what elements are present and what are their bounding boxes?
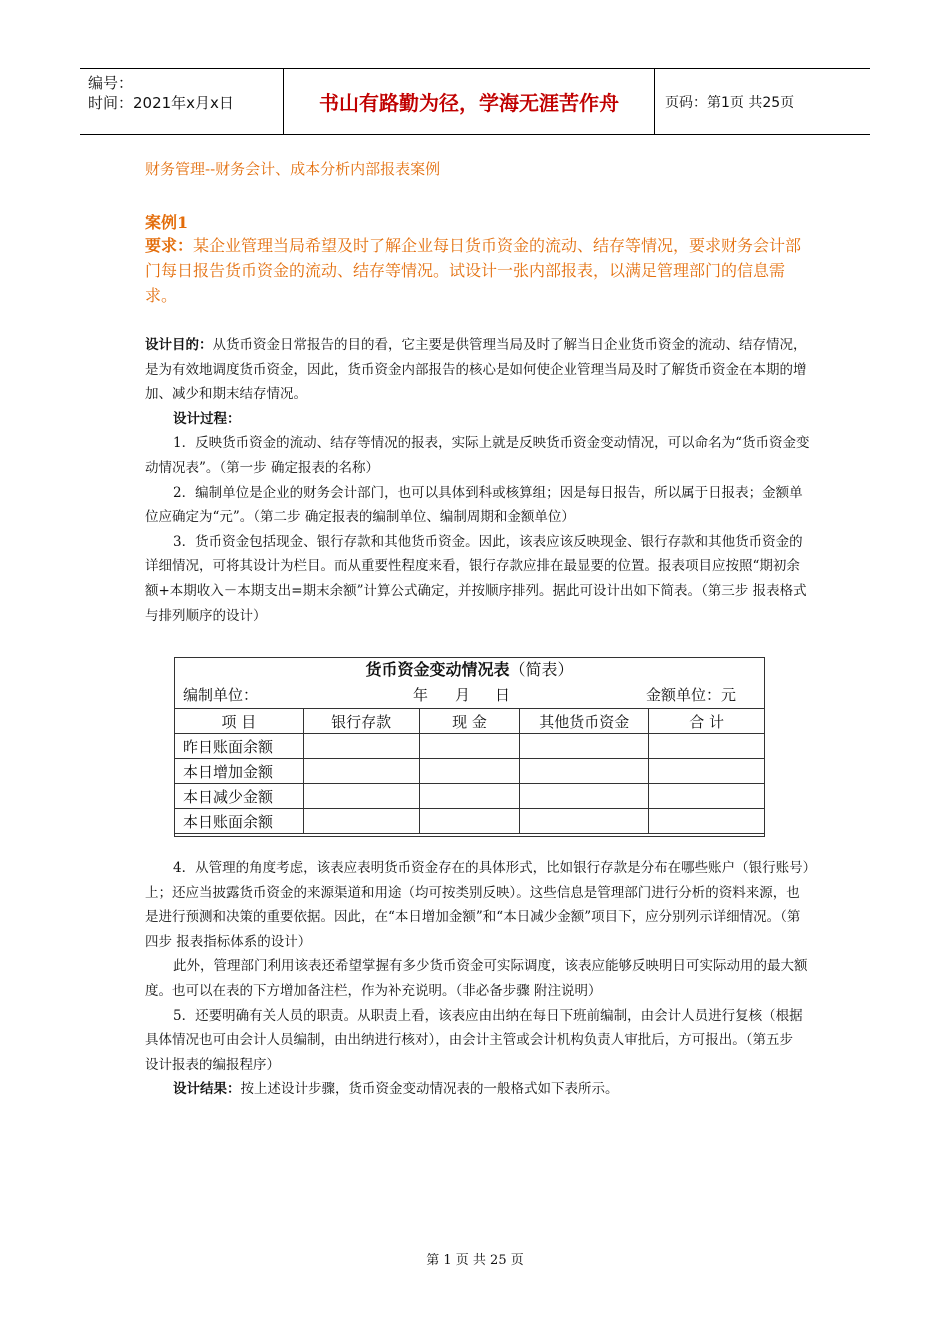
table-cell: [303, 734, 419, 759]
page-header: [80, 68, 870, 135]
column-header: 银行存款: [303, 709, 419, 734]
case-title: 案例1: [145, 213, 189, 232]
step-paragraph: 4．从管理的角度考虑，该表应表明货币资金存在的具体形式，比如银行存款是分布在哪些账户（银行账号）上；还应当披露货币资金的来源渠道和用途（均可按类别反映）。这些信息是管理部门进行分析的资料来源，也是进行预测和决策的重要依据。因此，在“本日增加金额”和“本日减少金额”项目下，应分别列示详细情况。（第四步 报表指标体系的设计）: [145, 860, 810, 950]
table-cell: [649, 809, 765, 834]
result-label: 设计结果：: [173, 1081, 241, 1098]
table-date-month: 月: [455, 686, 471, 704]
result-text: 按上述设计步骤，货币资金变动情况表的一般格式如下表所示。: [240, 1081, 619, 1098]
table-date-day: 日: [495, 686, 511, 704]
table-row: [175, 784, 765, 809]
body-section-bottom: [145, 856, 810, 1102]
row-label: 昨日账面余额: [175, 734, 304, 759]
header-page-info: 页码：第1页 共25页: [665, 94, 795, 111]
table-cell: [419, 784, 520, 809]
step-paragraph: 此外，管理部门利用该表还希望掌握有多少货币资金可实际调度，该表应能够反映明日可实际动用的最大额度。也可以在表的下方增加备注栏，作为补充说明。（非必备步骤 附注说明）: [145, 958, 808, 999]
column-header: 现 金: [419, 709, 520, 734]
table-row: [175, 734, 765, 759]
body-section-top: [145, 333, 810, 628]
purpose-text: 从货币资金日常报告的目的看，它主要是供管理当局及时了解当日企业货币资金的流动、结存情况，是为有效地调度货币资金，因此，货币资金内部报告的核心是如何使企业管理当局及时了解货币资金在本期的增加、减少和期末结存情况。: [145, 337, 807, 403]
header-info: [80, 69, 283, 134]
purpose-paragraph: [145, 333, 810, 407]
table-cell: [303, 759, 419, 784]
table-cell: [303, 809, 419, 834]
table-title: 货币资金变动情况表（简表）: [365, 660, 574, 679]
table-meta: [175, 682, 764, 706]
step-paragraph: 3．货币资金包括现金、银行存款和其他货币资金。因此，该表应该反映现金、银行存款和其他货币资金的详细情况，可将其设计为栏目。而从重要性程度来看，银行存款应排在最显要的位置。报表项目应按照“期初余额+本期收入－本期支出=期末余额”计算公式确定，并按顺序排列。据此可设计出如下简表。（第三步 报表格式与排列顺序的设计）: [145, 533, 807, 624]
table-cell: [520, 734, 649, 759]
requirement-paragraph: [145, 233, 810, 308]
table-cell: [419, 734, 520, 759]
requirement-text: 某企业管理当局希望及时了解企业每日货币资金的流动、结存等情况，要求财务会计部门每日报告货币资金的流动、结存等情况。试设计一张内部报表，以满足管理部门的信息需求。: [145, 236, 802, 305]
table-cell: [520, 784, 649, 809]
page-footer: 第 1 页 共 25 页: [426, 1253, 524, 1268]
table-cell: [649, 759, 765, 784]
table-amount-unit: 金额单位：元: [645, 686, 736, 704]
table-unit-label: 编制单位：: [183, 686, 259, 704]
requirement-label: 要求：: [145, 236, 194, 255]
table-cell: [303, 784, 419, 809]
result-paragraph: [145, 1077, 810, 1102]
table-title-note: （简表）: [509, 660, 574, 679]
table-row: [175, 759, 765, 784]
table-date-year: 年: [413, 686, 429, 704]
table-cell: [649, 734, 765, 759]
header-motto: 书山有路勤为径，学海无涯苦作舟: [283, 69, 655, 134]
column-header: 其他货币资金: [520, 709, 649, 734]
table-cell: [419, 759, 520, 784]
table-cell: [520, 759, 649, 784]
table-cell: [419, 809, 520, 834]
column-header: 合 计: [649, 709, 765, 734]
column-header: 项 目: [175, 709, 304, 734]
row-label: 本日减少金额: [175, 784, 304, 809]
number-label: 编号：: [88, 74, 134, 92]
cash-flow-table: [174, 657, 765, 837]
table-header-row: [175, 709, 765, 734]
table-cell: [649, 784, 765, 809]
table-grid: [174, 708, 765, 834]
step-paragraph: 2．编制单位是企业的财务会计部门，也可以具体到科或核算组；因是每日报告，所以属于日报表；金额单位应确定为“元”。（第二步 确定报表的编制单位、编制周期和金额单位）: [145, 484, 803, 526]
time-label: 时间：2021年x月x日: [88, 94, 234, 112]
table-cell: [520, 809, 649, 834]
row-label: 本日账面余额: [175, 809, 304, 834]
step-paragraph: 5．还要明确有关人员的职责。从职责上看，该表应由出纳在每日下班前编制，由会计人员进行复核（根据具体情况也可由会计人员编制，由出纳进行核对），由会计主管或会计机构负责人审批后，方可报出。（第五步 设计报表的编报程序）: [145, 1007, 803, 1073]
row-label: 本日增加金额: [175, 759, 304, 784]
table-row: [175, 809, 765, 834]
purpose-label: 设计目的：: [145, 337, 213, 353]
step-paragraph: 1．反映货币资金的流动、结存等情况的报表，实际上就是反映货币资金变动情况，可以命名为“货币资金变动情况表”。（第一步 确定报表的名称）: [145, 435, 810, 476]
document-title: 财务管理--财务会计、成本分析内部报表案例: [145, 160, 441, 178]
process-label: 设计过程：: [173, 410, 241, 427]
